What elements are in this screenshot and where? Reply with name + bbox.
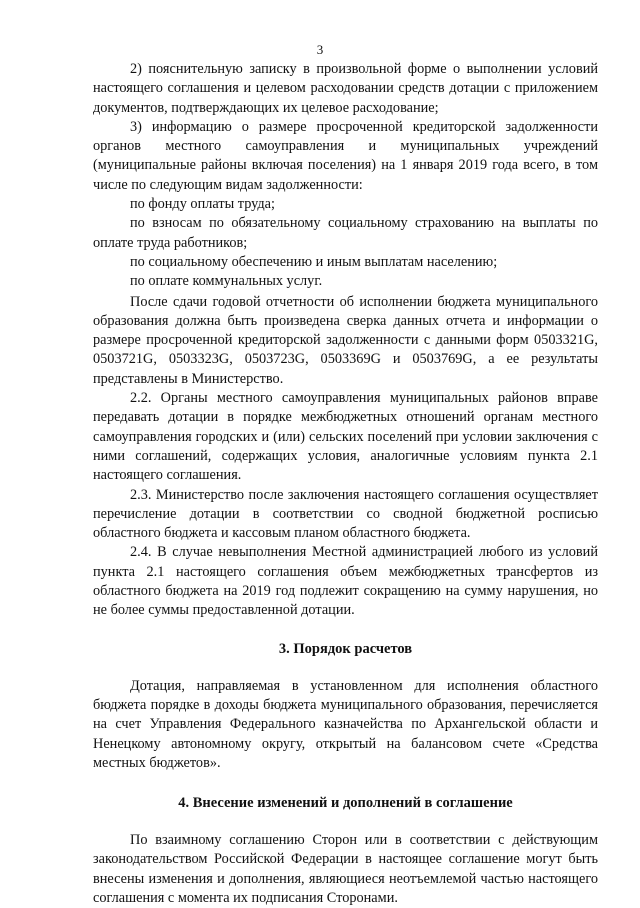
paragraph-settlement: Дотация, направляемая в установленном для исполнения областного бюджета порядке в доходы бюджета муниципального образования, перечисляется на счет Управления Федерального казначейства по Архангельской области и Ненецкому автономному округу, открытый на балансовом счете «Средства местных бюджетов».	[93, 677, 598, 771]
paragraph-amendments: По взаимному соглашению Сторон или в соответствии с действующим законодательством Российской Федерации в настоящее соглашение могут быть внесены изменения и дополнения, являющиеся неотъемлемой частью настоящего соглашения с момента их подписания Сторонами.	[93, 832, 598, 906]
page-number: 3	[316, 42, 324, 57]
paragraph-clause-2-2: 2.2. Органы местного самоуправления муниципальных районов вправе передавать дотации в порядке межбюджетных отношений органам местного самоуправления городских и (или) сельских поселений при условии заключения с ними соглашений, содержащих условия, аналогичные условиям пункта 2.1 настоящего соглашения.	[93, 390, 598, 484]
list-item-social-insurance: по взносам по обязательному социальному страхованию на выплаты по оплате труда работников;	[93, 215, 598, 251]
document-body	[93, 60, 598, 908]
list-item-utilities: по оплате коммунальных услуг.	[130, 273, 323, 290]
section-heading-amendments: 4. Внесение изменений и дополнений в соглашение	[178, 795, 513, 812]
paragraph-reconciliation: После сдачи годовой отчетности об исполнении бюджета муниципального образования должна быть произведена сверка данных отчета и информации о размере просроченной кредиторской задолженности с данными форм 0503321G, 0503721G, 0503323G, 0503723G, 0503369G и 0503769G, а ее результаты представлены в Министерство.	[93, 293, 598, 387]
list-item-social-security: по социальному обеспечению и иным выплатам населению;	[130, 253, 498, 270]
paragraph-clause-2-4: 2.4. В случае невыполнения Местной администрацией любого из условий пункта 2.1 настоящего соглашения объем межбюджетных трансфертов из областного бюджета на 2019 год подлежит сокращению на сумму нарушения, но не более суммы предоставленной дотации.	[93, 544, 598, 619]
paragraph-explanatory-note: 2) пояснительную записку в произвольной форме о выполнении условий настоящего соглашения и целевом расходовании средств дотации с приложением документов, подтверждающих их целевое расходование;	[93, 61, 598, 116]
list-item-payroll: по фонду оплаты труда;	[130, 196, 275, 213]
section-heading-settlement: 3. Порядок расчетов	[278, 640, 413, 657]
paragraph-clause-2-3: 2.3. Министерство после заключения настоящего соглашения осуществляет перечисление дотации в соответствии со сводной бюджетной росписью областного бюджета и кассовым планом областного бюджета.	[93, 486, 598, 542]
paragraph-debt-info: 3) информацию о размере просроченной кредиторской задолженности органов местного самоуправления и муниципальных учреждений (муниципальные районы включая поселения) на 1 января 2019 года всего, в том числе по следующим видам задолженности:	[93, 118, 598, 193]
